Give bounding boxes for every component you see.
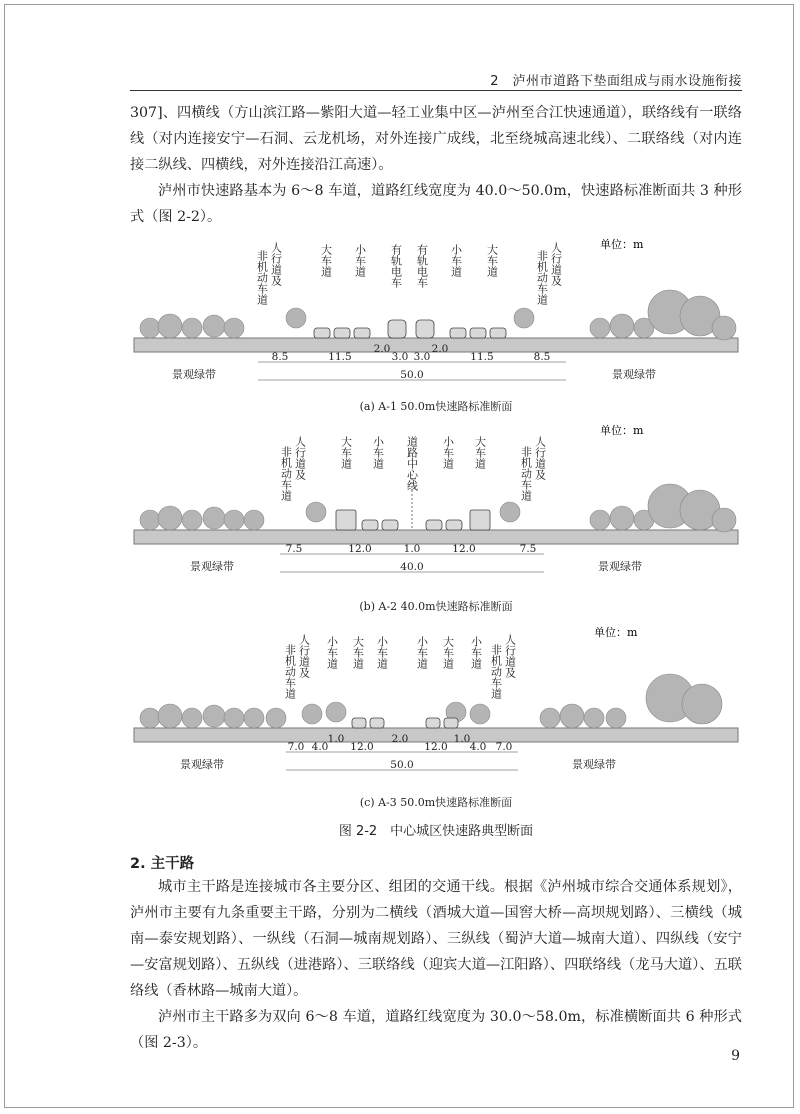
dim-a-3: 3.0 (391, 351, 409, 363)
green-belt-left-c: 景观绿带 (180, 758, 224, 771)
label-b-sidewalk-left: 人行道及 (293, 436, 307, 480)
figure-a-caption: (a) A-1 50.0m快速路标准断面 (359, 400, 513, 413)
label-c-car-left-1: 小车道 (325, 636, 339, 669)
dim-a-4: 3.0 (413, 351, 431, 363)
running-header: 2 泸州市道路下垫面组成与雨水设施衔接 (490, 74, 742, 89)
figure-title-wrap (130, 820, 742, 840)
figure-c-caption: (c) A-3 50.0m快速路标准断面 (359, 796, 513, 809)
dim-c-1: 4.0 (311, 741, 329, 753)
green-belt-right-c: 景观绿带 (572, 758, 616, 771)
figure-a (130, 232, 742, 417)
label-c-car-left-2: 小车道 (375, 636, 389, 669)
label-bike-lane-right: 非机动车道 (535, 250, 549, 305)
label-sidewalk-right: 人行道及 (549, 242, 563, 286)
label-b-bike-left: 非机动车道 (279, 446, 293, 501)
page-number: 9 (731, 1048, 740, 1064)
unit-label: 单位：m (600, 238, 644, 251)
green-belt-left: 景观绿带 (172, 368, 216, 381)
label-c-car-right-2: 小车道 (469, 636, 483, 669)
label-tram-left: 有轨电车 (389, 244, 403, 288)
label-c-car-right-1: 小车道 (415, 636, 429, 669)
label-c-bike-right: 非机动车道 (489, 644, 503, 699)
label-b-truck-right: 大车道 (473, 436, 487, 469)
figure-a-drawing (130, 232, 742, 392)
label-b-centerline: 道路中心线 (405, 436, 419, 491)
label-b-bike-right: 非机动车道 (519, 446, 533, 501)
paragraph-4: 泸州市主干路多为双向 6～8 车道，道路红线宽度为 30.0～58.0m，标准横断面共 6 种形式（图 2-3）。 (130, 1009, 742, 1051)
figure-b-drawing (130, 424, 742, 584)
green-belt-right-b: 景观绿带 (598, 560, 642, 573)
paragraph-2: 泸州市快速路基本为 6～8 车道，道路红线宽度为 40.0～50.0m，快速路标准断面共 3 种形式（图 2-2）。 (130, 183, 742, 225)
road-deck-b (134, 530, 738, 544)
dim-c-4: 2.0 (391, 733, 409, 745)
dim-a-6: 11.5 (470, 351, 494, 363)
dim-a-1: 11.5 (328, 351, 352, 363)
paragraph-1: 307]、四横线（方山滨江路—紫阳大道—轻工业集中区—泸州至合江快速通道），联络线有一联络线（对内连接安宁—石洞、云龙机场，对外连接广成线，北至绕城高速北线）、二联络线（对内连接二纵线、四横线，对外连接沿江高速）。 (130, 105, 742, 173)
dim-b-0: 7.5 (285, 543, 303, 555)
figure-title: 图 2-2 中心城区快速路典型断面 (338, 824, 534, 839)
label-car-lane-right: 小车道 (449, 244, 463, 277)
dim-a-5: 2.0 (431, 343, 449, 355)
dim-c-2: 1.0 (327, 733, 345, 745)
label-car-lane-left: 小车道 (353, 244, 367, 277)
label-tram-right: 有轨电车 (415, 244, 429, 288)
figure-c-drawing (130, 622, 742, 782)
label-c-truck-right: 大车道 (441, 636, 455, 669)
section-heading: 2. 主干路 (130, 856, 195, 872)
figure-b-caption: (b) A-2 40.0m快速路标准断面 (359, 600, 513, 613)
label-c-truck-left: 大车道 (351, 636, 365, 669)
dim-c-6: 1.0 (453, 733, 471, 745)
figure-c (130, 622, 742, 812)
dim-a-0: 8.5 (271, 351, 289, 363)
dim-b-3: 12.0 (452, 543, 476, 555)
unit-label-b: 单位：m (600, 424, 644, 437)
dim-c-total: 50.0 (390, 759, 414, 771)
green-belt-right: 景观绿带 (612, 368, 656, 381)
dim-a-7: 8.5 (533, 351, 551, 363)
paragraph-3: 城市主干路是连接城市各主要分区、组团的交通干线。根据《泸州城市综合交通体系规划》，泸州市主要有九条重要主干路，分别为二横线（酒城大道—国窖大桥—高坝规划路）、三横线（城南—泰安规划路）、一纵线（石洞—城南规划路）、三纵线（蜀泸大道—城南大道）、四纵线（安宁—安富规划路）、五纵线（进港路）、三联络线（迎宾大道—江阳路）、四联络线（龙马大道）、五联络线（香林路—城南大道）。 (130, 879, 742, 999)
dim-c-5: 12.0 (424, 741, 448, 753)
label-b-sidewalk-right: 人行道及 (533, 436, 547, 480)
label-b-car-right: 小车道 (441, 436, 455, 469)
label-c-bike-left: 非机动车道 (283, 644, 297, 699)
label-sidewalk-left: 人行道及 (269, 242, 283, 286)
dim-c-8: 7.0 (495, 741, 513, 753)
label-truck-lane-left: 大车道 (319, 244, 333, 277)
dim-b-total: 40.0 (400, 561, 424, 573)
dim-c-0: 7.0 (287, 741, 305, 753)
label-c-sidewalk-left: 人行道及 (297, 634, 311, 678)
road-deck-c (134, 728, 738, 742)
dim-b-4: 7.5 (519, 543, 537, 555)
label-b-truck-left: 大车道 (339, 436, 353, 469)
green-belt-left-b: 景观绿带 (190, 560, 234, 573)
dim-b-2: 1.0 (403, 543, 421, 555)
dim-c-3: 12.0 (350, 741, 374, 753)
label-c-sidewalk-right: 人行道及 (503, 634, 517, 678)
figure-b (130, 424, 742, 614)
dim-a-2: 2.0 (373, 343, 391, 355)
label-truck-lane-right: 大车道 (485, 244, 499, 277)
dim-c-7: 4.0 (469, 741, 487, 753)
dim-b-1: 12.0 (348, 543, 372, 555)
dim-a-total: 50.0 (400, 369, 424, 381)
label-b-car-left: 小车道 (371, 436, 385, 469)
header-rule (130, 90, 742, 91)
unit-label-c: 单位：m (594, 626, 638, 639)
label-bike-lane-left: 非机动车道 (255, 250, 269, 305)
